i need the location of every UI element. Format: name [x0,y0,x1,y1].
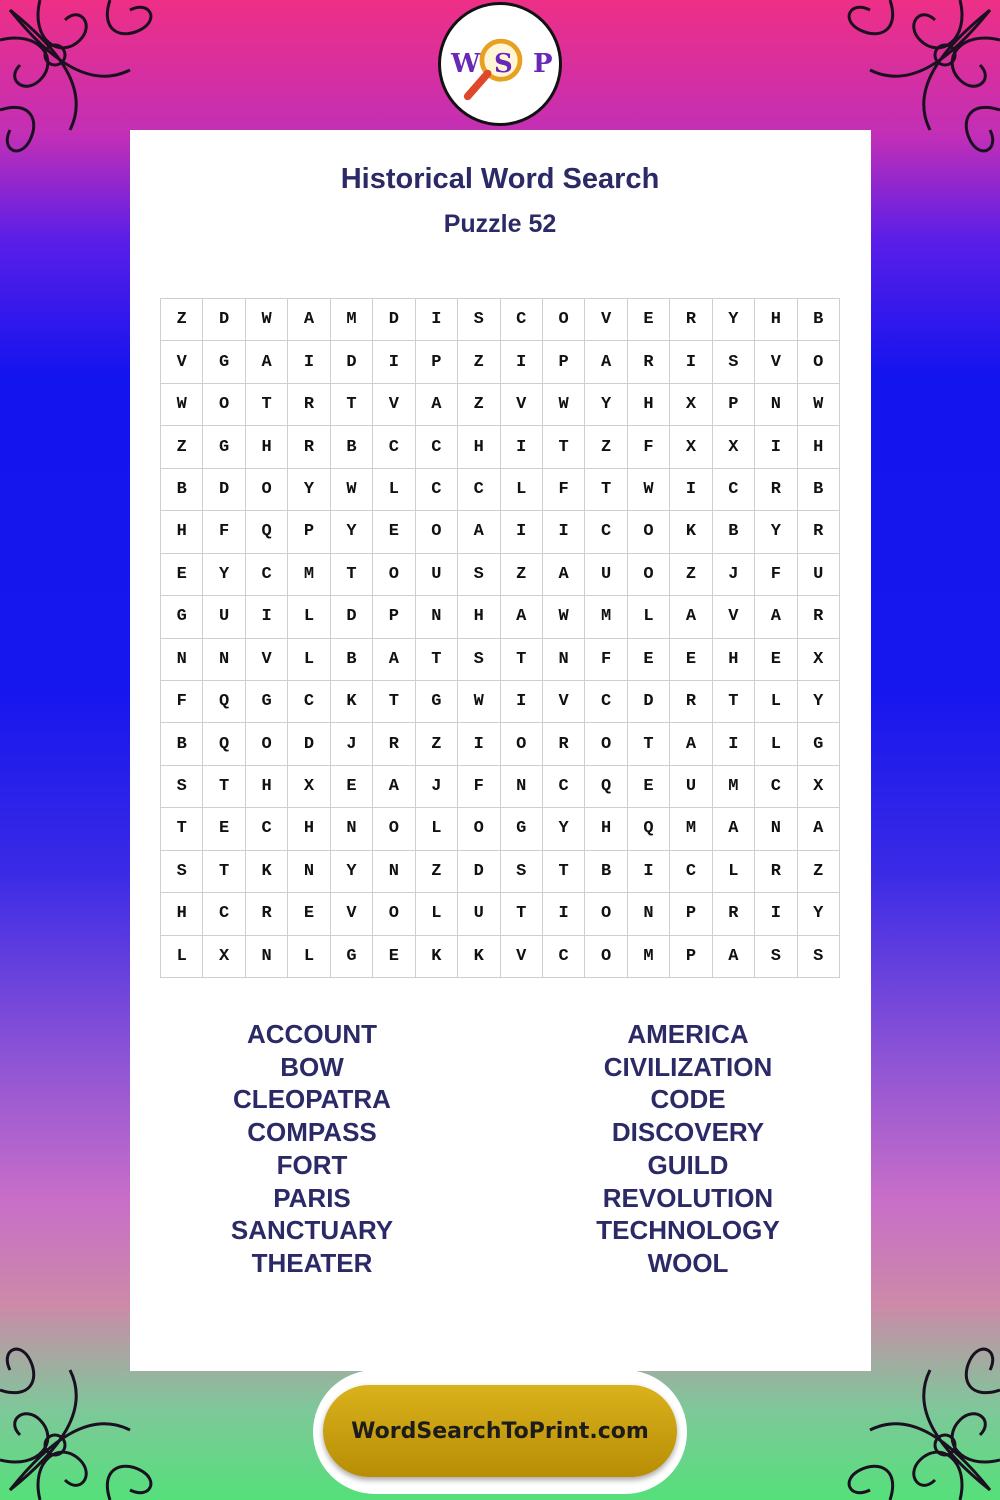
grid-letter[interactable]: X [670,384,712,426]
grid-letter[interactable]: F [458,766,500,808]
grid-letter[interactable]: S [161,851,203,893]
grid-letter[interactable]: P [713,384,755,426]
grid-letter[interactable]: O [798,341,840,383]
grid-letter[interactable]: D [373,299,415,341]
word-list-item: BOW [280,1051,344,1082]
grid-letter[interactable]: L [288,639,330,681]
word-list-item: TECHNOLOGY [596,1215,780,1246]
grid-letter[interactable]: B [161,723,203,765]
grid-letter[interactable]: R [755,851,797,893]
grid-letter[interactable]: N [755,384,797,426]
grid-letter[interactable]: T [203,851,245,893]
grid-letter[interactable]: S [713,341,755,383]
grid-letter[interactable]: I [670,469,712,511]
grid-letter[interactable]: M [670,808,712,850]
grid-letter[interactable]: Y [585,384,627,426]
grid-letter[interactable]: N [288,851,330,893]
grid-letter[interactable]: S [755,936,797,978]
grid-letter[interactable]: A [713,808,755,850]
grid-letter[interactable]: C [416,426,458,468]
grid-letter[interactable]: Y [713,299,755,341]
grid-letter[interactable]: D [331,341,373,383]
grid-letter[interactable]: C [373,426,415,468]
grid-letter[interactable]: A [501,596,543,638]
grid-letter[interactable]: K [331,681,373,723]
grid-letter[interactable]: D [288,723,330,765]
grid-letter[interactable]: G [416,681,458,723]
grid-letter[interactable]: O [585,723,627,765]
grid-letter[interactable]: U [798,554,840,596]
grid-letter[interactable]: A [543,554,585,596]
grid-letter[interactable]: M [585,596,627,638]
grid-letter[interactable]: S [458,299,500,341]
grid-letter[interactable]: O [585,893,627,935]
grid-letter[interactable]: Z [458,384,500,426]
grid-letter[interactable]: O [203,384,245,426]
grid-letter[interactable]: W [798,384,840,426]
grid-letter[interactable]: T [501,639,543,681]
grid-letter[interactable]: J [416,766,458,808]
grid-letter[interactable]: I [288,341,330,383]
grid-letter[interactable]: C [585,511,627,553]
grid-letter[interactable]: L [755,681,797,723]
letter-grid [160,298,840,978]
grid-letter[interactable]: C [246,808,288,850]
grid-letter[interactable]: P [670,936,712,978]
grid-letter[interactable]: O [416,511,458,553]
grid-letter[interactable]: I [373,341,415,383]
website-link-button[interactable]: WordSearchToPrint.com [323,1385,677,1477]
grid-letter[interactable]: S [501,851,543,893]
grid-letter[interactable]: R [373,723,415,765]
grid-letter[interactable]: O [458,808,500,850]
grid-letter[interactable]: V [543,681,585,723]
grid-letter[interactable]: S [798,936,840,978]
grid-letter[interactable]: I [501,681,543,723]
grid-letter[interactable]: F [161,681,203,723]
grid-letter[interactable]: E [161,554,203,596]
grid-letter[interactable]: Z [416,723,458,765]
grid-letter[interactable]: E [373,511,415,553]
grid-letter[interactable]: E [373,936,415,978]
grid-letter[interactable]: X [713,426,755,468]
grid-letter[interactable]: Q [246,511,288,553]
grid-letter[interactable]: Y [798,681,840,723]
grid-letter[interactable]: H [161,511,203,553]
grid-letter[interactable]: G [203,426,245,468]
word-list-item: GUILD [647,1149,729,1180]
grid-letter[interactable]: D [628,681,670,723]
grid-letter[interactable]: C [416,469,458,511]
grid-letter[interactable]: Y [543,808,585,850]
word-list-item: WOOL [647,1247,729,1278]
grid-letter[interactable]: X [670,426,712,468]
grid-letter[interactable]: T [373,681,415,723]
grid-letter[interactable]: H [246,426,288,468]
grid-letter[interactable]: C [543,766,585,808]
grid-letter[interactable]: Y [755,511,797,553]
grid-letter[interactable]: T [161,808,203,850]
grid-letter[interactable]: K [458,936,500,978]
grid-letter[interactable]: O [373,893,415,935]
grid-letter[interactable]: T [543,426,585,468]
grid-letter[interactable]: W [543,384,585,426]
grid-letter[interactable]: L [373,469,415,511]
grid-letter[interactable]: T [585,469,627,511]
grid-letter[interactable]: I [501,511,543,553]
grid-letter[interactable]: C [246,554,288,596]
grid-letter[interactable]: A [458,511,500,553]
grid-letter[interactable]: R [713,893,755,935]
grid-letter[interactable]: W [161,384,203,426]
grid-letter[interactable]: N [628,893,670,935]
grid-letter[interactable]: H [161,893,203,935]
grid-letter[interactable]: V [161,341,203,383]
grid-letter[interactable]: Z [501,554,543,596]
grid-letter[interactable]: O [628,554,670,596]
grid-letter[interactable]: L [161,936,203,978]
grid-letter[interactable]: Q [585,766,627,808]
grid-letter[interactable]: I [670,341,712,383]
grid-letter[interactable]: J [331,723,373,765]
grid-letter[interactable]: W [458,681,500,723]
grid-letter[interactable]: R [798,596,840,638]
grid-letter[interactable]: U [585,554,627,596]
grid-letter[interactable]: L [416,893,458,935]
grid-letter[interactable]: R [755,469,797,511]
grid-letter[interactable]: T [543,851,585,893]
grid-letter[interactable]: N [331,808,373,850]
grid-letter[interactable]: S [161,766,203,808]
grid-letter[interactable]: T [331,554,373,596]
logo-letter: P [533,49,553,79]
grid-letter[interactable]: V [246,639,288,681]
grid-letter[interactable]: A [373,766,415,808]
grid-letter[interactable]: P [416,341,458,383]
grid-letter[interactable]: I [501,341,543,383]
grid-letter[interactable]: R [798,511,840,553]
grid-letter[interactable]: A [755,596,797,638]
grid-letter[interactable]: C [543,936,585,978]
grid-letter[interactable]: O [246,723,288,765]
grid-letter[interactable]: V [713,596,755,638]
grid-letter[interactable]: E [755,639,797,681]
grid-letter[interactable]: K [246,851,288,893]
grid-letter[interactable]: M [331,299,373,341]
word-list-item: THEATER [251,1247,373,1278]
word-list-right [538,1018,838,1280]
grid-letter[interactable]: O [246,469,288,511]
grid-letter[interactable]: T [203,766,245,808]
grid-letter[interactable]: X [798,639,840,681]
grid-letter[interactable]: H [458,596,500,638]
grid-letter[interactable]: O [373,554,415,596]
grid-letter[interactable]: Z [670,554,712,596]
grid-letter[interactable]: U [458,893,500,935]
grid-letter[interactable]: D [203,469,245,511]
grid-letter[interactable]: W [543,596,585,638]
grid-letter[interactable]: Z [416,851,458,893]
grid-letter[interactable]: K [670,511,712,553]
word-list-item: COMPASS [247,1117,377,1148]
grid-letter[interactable]: G [798,723,840,765]
word-list-item: PARIS [273,1182,351,1213]
grid-letter[interactable]: R [288,426,330,468]
grid-letter[interactable]: E [203,808,245,850]
grid-letter[interactable]: B [585,851,627,893]
logo-letter: W [451,49,481,79]
grid-letter[interactable]: E [670,639,712,681]
grid-letter[interactable]: I [713,723,755,765]
grid-letter[interactable]: A [798,808,840,850]
grid-letter[interactable]: R [670,681,712,723]
grid-letter[interactable]: F [585,639,627,681]
grid-letter[interactable]: A [713,936,755,978]
grid-letter[interactable]: T [246,384,288,426]
grid-letter[interactable]: P [543,341,585,383]
grid-letter[interactable]: B [161,469,203,511]
grid-letter[interactable]: R [628,341,670,383]
grid-letter[interactable]: I [543,893,585,935]
grid-letter[interactable]: P [670,893,712,935]
grid-letter[interactable]: N [203,639,245,681]
grid-letter[interactable]: Q [203,723,245,765]
grid-letter[interactable]: N [755,808,797,850]
grid-letter[interactable]: C [713,469,755,511]
grid-letter[interactable]: I [416,299,458,341]
grid-letter[interactable]: Z [585,426,627,468]
grid-letter[interactable]: T [628,723,670,765]
word-list-item: CIVILIZATION [603,1051,773,1082]
grid-letter[interactable]: I [246,596,288,638]
grid-letter[interactable]: C [755,766,797,808]
grid-letter[interactable]: C [501,299,543,341]
grid-letter[interactable]: U [670,766,712,808]
grid-letter[interactable]: R [670,299,712,341]
grid-letter[interactable]: M [713,766,755,808]
grid-letter[interactable]: H [755,299,797,341]
grid-letter[interactable]: C [458,469,500,511]
grid-letter[interactable]: K [416,936,458,978]
grid-letter[interactable]: H [798,426,840,468]
grid-letter[interactable]: R [246,893,288,935]
word-list-item: AMERICA [627,1019,749,1049]
grid-letter[interactable]: V [585,299,627,341]
grid-letter[interactable]: H [246,766,288,808]
grid-letter[interactable]: I [755,426,797,468]
grid-letter[interactable]: C [670,851,712,893]
grid-letter[interactable]: I [501,426,543,468]
grid-letter[interactable]: R [543,723,585,765]
grid-letter[interactable]: V [501,936,543,978]
grid-letter[interactable]: E [288,893,330,935]
grid-letter[interactable]: A [416,384,458,426]
grid-letter[interactable]: W [246,299,288,341]
grid-letter[interactable]: O [628,511,670,553]
word-list-item: CLEOPATRA [233,1084,391,1115]
grid-letter[interactable]: J [713,554,755,596]
grid-letter[interactable]: D [331,596,373,638]
logo-letter: S [494,49,513,79]
grid-letter[interactable]: B [331,639,373,681]
grid-letter[interactable]: N [416,596,458,638]
word-list-item: REVOLUTION [602,1182,774,1213]
grid-letter[interactable]: I [543,511,585,553]
grid-letter[interactable]: C [585,681,627,723]
grid-letter[interactable]: A [585,341,627,383]
puzzle-number: Puzzle 52 [443,210,557,238]
grid-letter[interactable]: L [288,936,330,978]
grid-letter[interactable]: Y [331,851,373,893]
grid-letter[interactable]: N [501,766,543,808]
grid-letter[interactable]: U [203,596,245,638]
grid-letter[interactable]: Y [203,554,245,596]
grid-letter[interactable]: N [246,936,288,978]
grid-letter[interactable]: E [331,766,373,808]
grid-letter[interactable]: B [798,299,840,341]
grid-letter[interactable]: C [203,893,245,935]
grid-letter[interactable]: W [628,469,670,511]
word-list-left [162,1018,462,1280]
grid-letter[interactable]: N [161,639,203,681]
grid-letter[interactable]: R [288,384,330,426]
grid-letter[interactable]: G [331,936,373,978]
grid-letter[interactable]: B [798,469,840,511]
word-list-item: SANCTUARY [230,1215,394,1246]
grid-letter[interactable]: T [331,384,373,426]
grid-letter[interactable]: H [458,426,500,468]
grid-letter[interactable]: A [670,596,712,638]
grid-letter[interactable]: O [501,723,543,765]
grid-letter[interactable]: I [628,851,670,893]
grid-letter[interactable]: B [713,511,755,553]
grid-letter[interactable]: N [373,851,415,893]
grid-letter[interactable]: Z [161,299,203,341]
grid-letter[interactable]: V [373,384,415,426]
grid-letter[interactable]: D [203,299,245,341]
grid-letter[interactable]: O [585,936,627,978]
grid-letter[interactable]: G [203,341,245,383]
grid-letter[interactable]: L [755,723,797,765]
grid-letter[interactable]: V [331,893,373,935]
grid-letter[interactable]: D [458,851,500,893]
grid-letter[interactable]: X [288,766,330,808]
grid-letter[interactable]: H [585,808,627,850]
grid-letter[interactable]: A [288,299,330,341]
grid-letter[interactable]: O [543,299,585,341]
grid-letter[interactable]: Y [331,511,373,553]
grid-letter[interactable]: H [713,639,755,681]
grid-letter[interactable]: S [458,554,500,596]
grid-letter[interactable]: E [628,299,670,341]
word-list-item: FORT [276,1149,348,1180]
grid-letter[interactable]: A [670,723,712,765]
grid-letter[interactable]: A [373,639,415,681]
grid-letter[interactable]: B [331,426,373,468]
grid-letter[interactable]: Z [161,426,203,468]
grid-letter[interactable]: S [458,639,500,681]
grid-letter[interactable]: M [288,554,330,596]
grid-letter[interactable]: L [713,851,755,893]
grid-letter[interactable]: E [628,639,670,681]
grid-letter[interactable]: V [501,384,543,426]
grid-letter[interactable]: Y [288,469,330,511]
grid-letter[interactable]: G [501,808,543,850]
grid-letter[interactable]: G [246,681,288,723]
grid-letter[interactable]: L [501,469,543,511]
grid-letter[interactable]: U [416,554,458,596]
grid-letter[interactable]: Z [458,341,500,383]
grid-letter[interactable]: A [246,341,288,383]
grid-letter[interactable]: H [288,808,330,850]
grid-letter[interactable]: E [628,766,670,808]
grid-letter[interactable]: F [755,554,797,596]
grid-letter[interactable]: G [161,596,203,638]
word-list-item: ACCOUNT [247,1019,377,1049]
grid-letter[interactable]: L [288,596,330,638]
grid-letter[interactable]: P [373,596,415,638]
grid-letter[interactable]: Z [798,851,840,893]
grid-letter[interactable]: L [628,596,670,638]
grid-letter[interactable]: I [458,723,500,765]
word-list-item: CODE [650,1084,726,1115]
grid-letter[interactable]: Q [628,808,670,850]
grid-letter[interactable]: F [543,469,585,511]
grid-letter[interactable]: H [628,384,670,426]
grid-letter[interactable]: V [755,341,797,383]
grid-letter[interactable]: X [798,766,840,808]
grid-letter[interactable]: C [288,681,330,723]
grid-letter[interactable]: O [373,808,415,850]
grid-letter[interactable]: T [501,893,543,935]
grid-letter[interactable]: W [331,469,373,511]
grid-letter[interactable]: X [203,936,245,978]
grid-letter[interactable]: T [713,681,755,723]
grid-letter[interactable]: F [203,511,245,553]
grid-letter[interactable]: P [288,511,330,553]
grid-letter[interactable]: I [755,893,797,935]
grid-letter[interactable]: L [416,808,458,850]
grid-letter[interactable]: N [543,639,585,681]
word-list-item: DISCOVERY [611,1117,765,1148]
grid-letter[interactable]: M [628,936,670,978]
grid-letter[interactable]: T [416,639,458,681]
grid-letter[interactable]: Y [798,893,840,935]
puzzle-title: Historical Word Search [340,163,660,195]
site-logo[interactable] [438,2,562,126]
grid-letter[interactable]: Q [203,681,245,723]
grid-letter[interactable]: F [628,426,670,468]
